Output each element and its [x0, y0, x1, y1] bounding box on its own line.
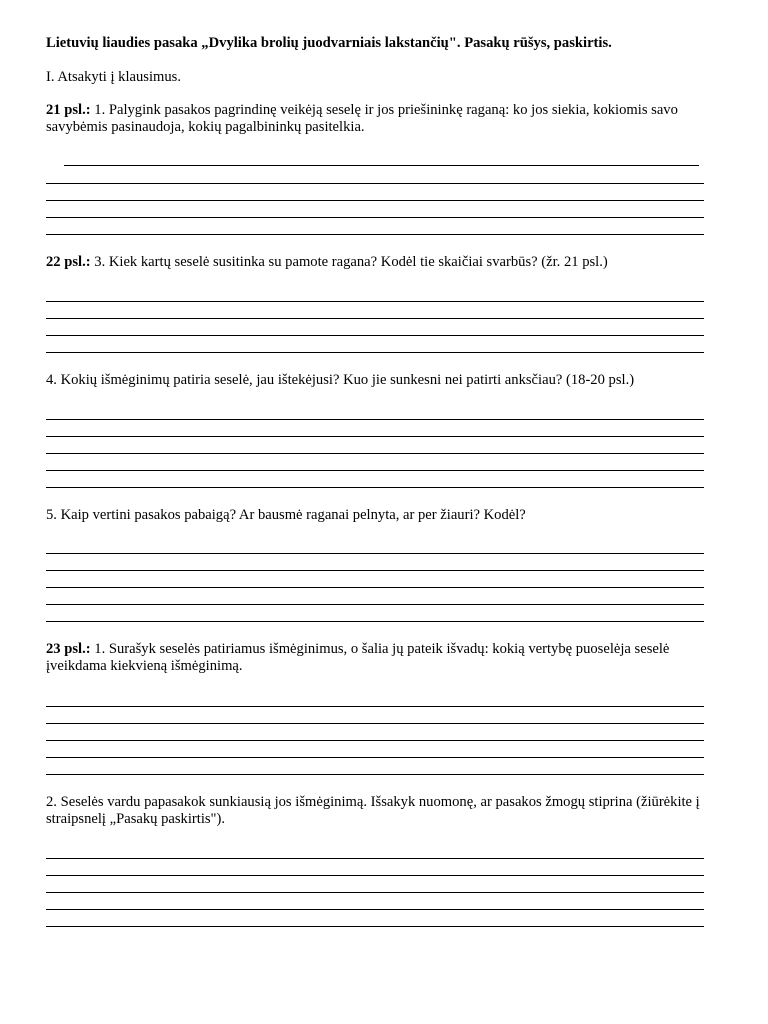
answer-line[interactable] [46, 858, 704, 859]
answer-line[interactable] [46, 875, 704, 876]
answer-line[interactable] [46, 553, 704, 554]
answer-line[interactable] [46, 604, 704, 605]
answer-line[interactable] [46, 419, 704, 420]
answer-line[interactable] [46, 335, 704, 336]
answer-line[interactable] [46, 740, 704, 741]
answer-line[interactable] [46, 436, 704, 437]
answer-line[interactable] [46, 570, 704, 571]
question-text: 3. Kiek kartų seselė susitinka su pamote ragana? Kodėl tie skaičiai svarbūs? (žr. 21 psl.) [94, 254, 608, 270]
page-reference: 22 psl.: [46, 254, 91, 270]
question-3 [46, 372, 706, 389]
page-reference: 23 psl.: [46, 641, 91, 657]
answer-line[interactable] [46, 757, 704, 758]
answer-line[interactable] [46, 183, 704, 184]
answer-line[interactable] [46, 200, 704, 201]
answer-line[interactable] [46, 621, 704, 622]
answer-line[interactable] [46, 487, 704, 488]
answer-line[interactable] [46, 318, 704, 319]
answer-line[interactable] [46, 217, 704, 218]
question-6 [46, 794, 706, 828]
question-1 [46, 102, 706, 136]
question-text: 1. Palygink pasakos pagrindinę veikėją seselę ir jos priešininkę raganą: ko jos siekia, kokiomis savo savybėmis pasinaudoja, kokių pagalbininkų pasitelkia. [46, 102, 678, 135]
answer-line[interactable] [46, 234, 704, 235]
answer-line[interactable] [46, 470, 704, 471]
question-text: 2. Seselės vardu papasakok sunkiausią jos išmėginimą. Išsakyk nuomonę, ar pasakos žmogų stiprina (žiūrėkite į straipsnelį „Pasakų paskirtis"). [46, 794, 700, 827]
question-5 [46, 641, 706, 675]
page-reference: 21 psl.: [46, 102, 91, 118]
answer-line[interactable] [46, 587, 704, 588]
answer-line[interactable] [46, 706, 704, 707]
question-text: 4. Kokių išmėginimų patiria seselė, jau ištekėjusi? Kuo jie sunkesni nei patirti anksčiau? (18-20 psl.) [46, 372, 635, 388]
question-text: 1. Surašyk seselės patiriamus išmėginimus, o šalia jų pateik išvadų: kokią vertybę puoselėja seselė įveikdama kiekvieną išmėginimą. [46, 641, 670, 674]
answer-line[interactable] [46, 909, 704, 910]
question-4 [46, 507, 706, 524]
answer-line[interactable] [46, 453, 704, 454]
answer-line[interactable] [46, 352, 704, 353]
answer-line[interactable] [46, 723, 704, 724]
answer-line[interactable] [64, 165, 699, 166]
answer-line[interactable] [46, 926, 704, 927]
page-title: Lietuvių liaudies pasaka „Dvylika brolių juodvarniais lakstančių". Pasakų rūšys, paskirtis. [46, 35, 612, 51]
question-2 [46, 254, 706, 271]
answer-line[interactable] [46, 892, 704, 893]
answer-line[interactable] [46, 301, 704, 302]
question-text: 5. Kaip vertini pasakos pabaigą? Ar bausmė raganai pelnyta, ar per žiauri? Kodėl? [46, 507, 526, 523]
instruction: I. Atsakyti į klausimus. [46, 69, 181, 85]
answer-line[interactable] [46, 774, 704, 775]
